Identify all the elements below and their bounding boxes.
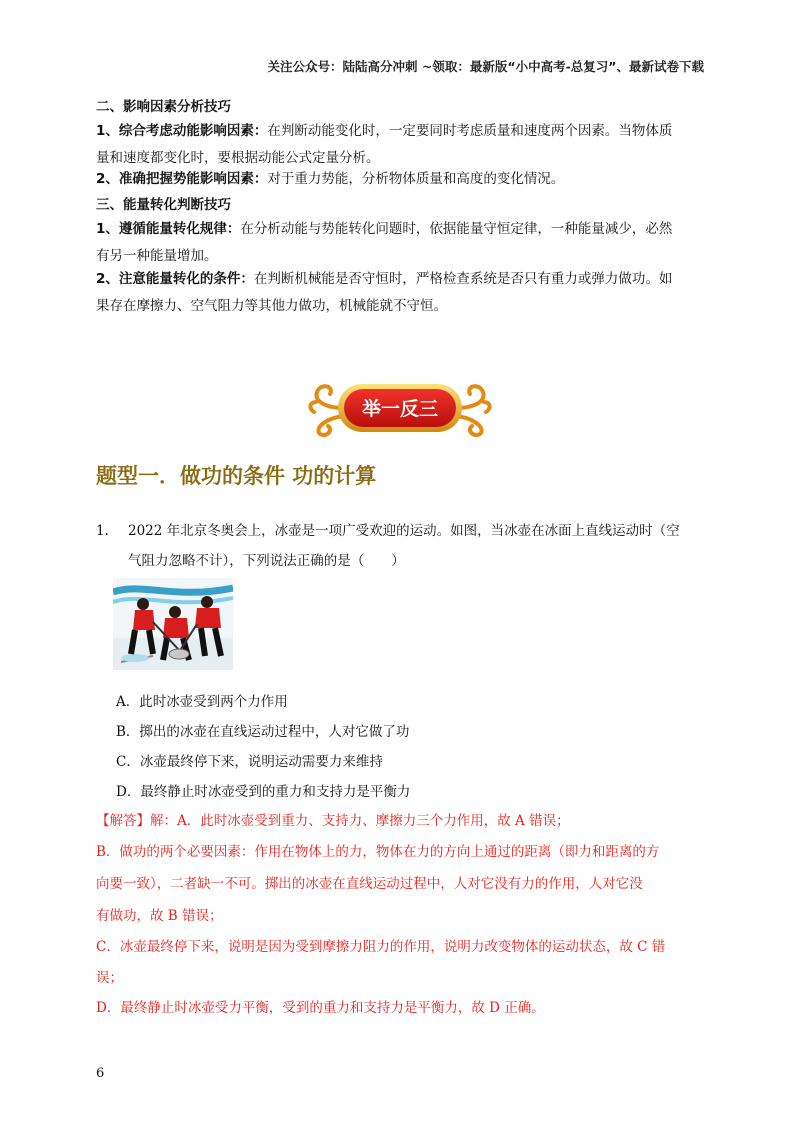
page-number: 6 [96,1066,105,1081]
paragraph-3 [96,216,708,269]
paragraph-3-text-b: 有另一种能量增加。 [96,247,218,264]
question-number: 1. [96,523,109,539]
option-a: A．此时冰壶受到两个力作用 [116,694,288,710]
answer-line-5: C．冰壶最终停下来，说明是因为受到摩擦力阻力的作用，说明力改变物体的运动状态，故 C 错 [96,939,666,955]
curling-photo [113,578,233,670]
answer-line-2: B．做功的两个必要因素：作用在物体上的力，物体在力的方向上通过的距离（即力和距离的方 [96,844,660,860]
answer-tag: 【解答】 [96,813,150,829]
paragraph-4 [96,266,708,319]
paragraph-3-lead: 1、遵循能量转化规律： [96,221,241,237]
answer-text-1: 解：A．此时冰壶受到重力、支持力、摩擦力三个力作用，故 A 错误； [150,813,570,829]
paragraph-4-lead: 2、注意能量转化的条件： [96,271,254,287]
paragraph-3-text-a: 在分析动能与势能转化问题时，依据能量守恒定律，一种能量减少，必然 [240,221,673,237]
section-title: 题型一．做功的条件 功的计算 [96,464,377,488]
section-heading-2: 二、影响因素分析技巧 [96,99,231,115]
paragraph-1-text-a: 在判断动能变化时，一定要同时考虑质量和速度两个因素。当物体质 [267,123,673,139]
paragraph-4-text-a: 在判断机械能是否守恒时，严格检查系统是否只有重力或弹力做功。如 [253,271,673,287]
banner-label: 举一反三 [361,398,438,420]
paragraph-2-lead: 2、准确把握势能影响因素： [96,171,268,187]
paragraph-2 [96,166,708,193]
paragraph-2-text: 对于重力势能，分析物体质量和高度的变化情况。 [267,171,565,187]
answer-line-4: 有做功，故 B 错误； [96,908,223,924]
paragraph-4-text-b: 果存在摩擦力、空气阻力等其他力做功，机械能就不守恒。 [96,297,447,314]
paragraph-1 [96,118,708,171]
question-line-2: 气阻力忽略不计），下列说法正确的是（ ） [128,553,405,569]
paragraph-1-text-b: 量和速度都变化时，要根据动能公式定量分析。 [96,149,380,166]
page-header: 关注公众号：陆陆高分冲刺 ~领取：最新版“小中高考-总复习”、最新试卷下载 [267,59,704,74]
paragraph-1-lead: 1、综合考虑动能影响因素： [96,123,268,139]
answer-line-3: 向要一致），二者缺一不可。掷出的冰壶在直线运动过程中，人对它没有力的作用，人对它没 [96,876,643,892]
question-line-1: 2022 年北京冬奥会上，冰壶是一项广受欢迎的运动。如图，当冰壶在冰面上直线运动时（空 [128,523,680,539]
section-heading-3: 三、能量转化判断技巧 [96,197,231,213]
option-d: D．最终静止时冰壶受到的重力和支持力是平衡力 [116,784,411,800]
answer-line-1 [96,809,708,829]
option-b: B．掷出的冰壶在直线运动过程中，人对它做了功 [116,724,410,740]
option-c: C．冰壶最终停下来，说明运动需要力来维持 [116,754,383,770]
answer-line-7: D．最终静止时冰壶受力平衡，受到的重力和支持力是平衡力，故 D 正确。 [96,1000,545,1016]
answer-line-6: 误； [96,970,123,986]
